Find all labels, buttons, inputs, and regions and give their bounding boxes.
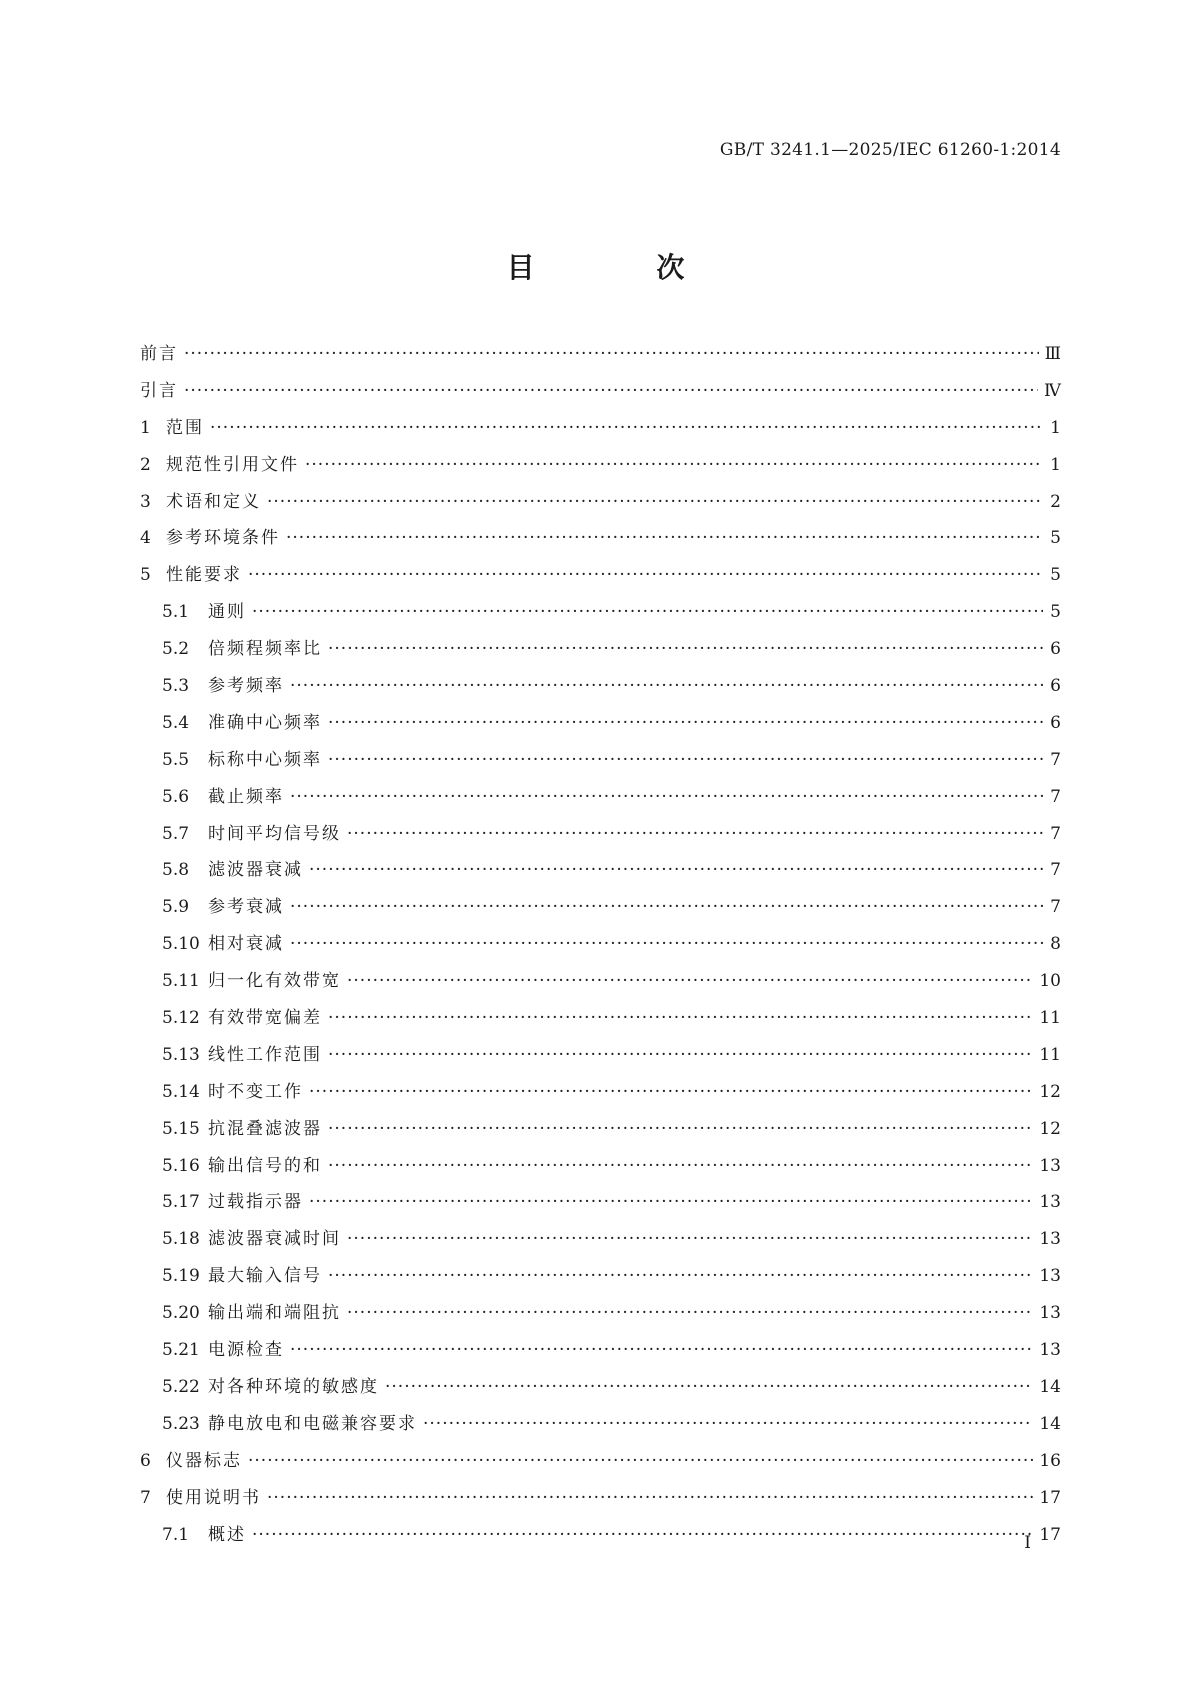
toc-entry-page: 1 (1050, 417, 1061, 438)
toc-entry-label: 时间平均信号级 (208, 823, 341, 844)
toc-entry-label: 标称中心频率 (208, 749, 322, 770)
toc-entry-page: 13 (1039, 1155, 1061, 1176)
toc-entry[interactable] (140, 889, 1061, 926)
toc-entry-page: 1 (1050, 454, 1061, 475)
toc-entry[interactable] (140, 631, 1061, 668)
toc-entry[interactable] (140, 963, 1061, 1000)
toc-entry-label: 过载指示器 (208, 1192, 303, 1213)
toc-entry-number: 5.11 (162, 971, 200, 992)
toc-entry[interactable] (140, 816, 1061, 853)
page-title: 目 次 (506, 251, 741, 284)
toc-entry-page: 6 (1050, 639, 1061, 660)
toc-entry-label: 仪器标志 (166, 1450, 242, 1471)
toc-entry-number: 5 (140, 565, 151, 586)
toc-entry-number: 4 (140, 528, 151, 549)
toc-entry-page: 11 (1039, 1044, 1061, 1065)
toc-entry-number: 7 (140, 1487, 151, 1508)
toc-entry-label: 输出端和端阻抗 (208, 1303, 341, 1324)
toc-leader-dots (328, 1111, 1033, 1148)
standard-code: GB/T 3241.1—2025/IEC 61260-1:2014 (719, 140, 1061, 160)
toc-entry-label: 概述 (208, 1524, 246, 1545)
toc-entry-page: 5 (1050, 602, 1061, 623)
toc-entry-page: 5 (1050, 528, 1061, 549)
toc-entry-page: 16 (1039, 1450, 1061, 1471)
toc-entry-page: 13 (1039, 1266, 1061, 1287)
toc-leader-dots (210, 410, 1043, 447)
footer-page-number: I (1024, 1533, 1031, 1553)
toc-entry-number: 5.4 (162, 712, 190, 733)
toc-leader-dots (328, 631, 1043, 668)
toc-entry-page: 13 (1039, 1229, 1061, 1250)
toc-entry-page: 5 (1050, 565, 1061, 586)
toc-entry-number: 2 (140, 454, 151, 475)
toc-entry-label: 静电放电和电磁兼容要求 (208, 1413, 417, 1434)
toc-leader-dots (184, 373, 1038, 410)
toc-entry-page: 13 (1039, 1192, 1061, 1213)
toc-entry-label: 范围 (166, 417, 204, 438)
toc-entry-page: 7 (1050, 897, 1061, 918)
toc-leader-dots (290, 668, 1043, 705)
toc-entry[interactable] (140, 1258, 1061, 1295)
toc-entry-page: 14 (1039, 1413, 1061, 1434)
toc-leader-dots (267, 1480, 1033, 1517)
toc-entry-label: 前言 (140, 344, 178, 364)
toc-entry-page: 17 (1039, 1524, 1061, 1545)
toc-entry-number: 5.16 (162, 1155, 200, 1176)
toc-leader-dots (309, 1184, 1033, 1221)
toc-entry-label: 使用说明书 (166, 1487, 261, 1508)
toc-leader-dots (252, 1517, 1033, 1554)
toc-leader-dots (328, 1037, 1033, 1074)
toc-entry-label: 规范性引用文件 (166, 454, 299, 475)
toc-entry-label: 归一化有效带宽 (208, 971, 341, 992)
toc-leader-dots (290, 926, 1043, 963)
toc-entry-page: 7 (1050, 749, 1061, 770)
toc-leader-dots (347, 1221, 1033, 1258)
toc-entry-label: 参考衰减 (208, 897, 284, 918)
toc-leader-dots (423, 1406, 1033, 1443)
toc-entry-page: 6 (1050, 712, 1061, 733)
toc-entry[interactable] (140, 336, 1061, 373)
toc-leader-dots (286, 520, 1043, 557)
toc-entry[interactable] (140, 852, 1061, 889)
toc-entry-label: 输出信号的和 (208, 1155, 322, 1176)
toc-entry-page: 17 (1039, 1487, 1061, 1508)
toc-leader-dots (328, 1000, 1033, 1037)
toc-leader-dots (305, 447, 1043, 484)
toc-entry-page: 10 (1039, 971, 1061, 992)
toc-entry-number: 5.20 (162, 1303, 200, 1324)
toc-entry-label: 时不变工作 (208, 1081, 303, 1102)
toc-entry-label: 有效带宽偏差 (208, 1008, 322, 1029)
toc-leader-dots (184, 336, 1039, 373)
toc-entry-label: 参考环境条件 (166, 528, 280, 549)
toc-entry-number: 5.10 (162, 934, 200, 955)
toc-entry-number: 5.22 (162, 1376, 200, 1397)
toc-leader-dots (290, 1332, 1033, 1369)
toc-leader-dots (328, 1148, 1033, 1185)
toc-entry[interactable] (140, 1221, 1061, 1258)
toc-leader-dots (248, 1443, 1033, 1480)
toc-entry-page: 7 (1050, 860, 1061, 881)
toc-leader-dots (347, 816, 1043, 853)
toc-entry-page: 13 (1039, 1303, 1061, 1324)
toc-entry[interactable] (140, 1332, 1061, 1369)
toc-entry[interactable] (140, 1406, 1061, 1443)
toc-entry-page: 14 (1039, 1376, 1061, 1397)
toc-entry-number: 3 (140, 491, 151, 512)
toc-leader-dots (347, 963, 1033, 1000)
toc-leader-dots (328, 742, 1043, 779)
toc-entry-page: Ⅳ (1044, 380, 1061, 401)
toc-entry-number: 5.5 (162, 749, 190, 770)
toc-leader-dots (309, 1074, 1033, 1111)
toc-entry-label: 电源检查 (208, 1340, 284, 1361)
toc-entry-number: 5.15 (162, 1118, 200, 1139)
toc-entry[interactable] (140, 447, 1061, 484)
toc-entry-number: 5.7 (162, 823, 190, 844)
toc-entry-label: 术语和定义 (166, 491, 261, 512)
toc-entry-number: 6 (140, 1450, 151, 1471)
toc-entry-label: 参考频率 (208, 676, 284, 697)
toc-entry-page: 7 (1050, 786, 1061, 807)
toc-entry-number: 5.12 (162, 1008, 200, 1029)
toc-entry-label: 抗混叠滤波器 (208, 1118, 322, 1139)
toc-entry-number: 5.2 (162, 639, 190, 660)
toc-entry[interactable] (140, 1037, 1061, 1074)
toc-leader-dots (248, 557, 1043, 594)
toc-entry-label: 引言 (140, 380, 178, 401)
toc-entry-label: 通则 (208, 602, 246, 623)
toc-entry-page: 8 (1050, 934, 1061, 955)
toc-entry-number: 5.18 (162, 1229, 200, 1250)
toc-entry-number: 5.14 (162, 1081, 200, 1102)
toc-entry[interactable] (140, 484, 1061, 521)
toc-entry[interactable] (140, 926, 1061, 963)
toc-entry[interactable] (140, 1480, 1061, 1517)
toc-entry-label: 截止频率 (208, 786, 284, 807)
table-of-contents (140, 336, 1061, 1553)
toc-entry-number: 5.13 (162, 1044, 200, 1065)
toc-entry[interactable] (140, 1148, 1061, 1185)
toc-entry[interactable] (140, 1295, 1061, 1332)
toc-entry-page: 6 (1050, 676, 1061, 697)
toc-entry[interactable] (140, 1111, 1061, 1148)
toc-entry[interactable] (140, 1517, 1061, 1554)
toc-entry-page: 13 (1039, 1340, 1061, 1361)
toc-entry[interactable] (140, 668, 1061, 705)
toc-leader-dots (385, 1369, 1033, 1406)
toc-entry-label: 准确中心频率 (208, 712, 322, 733)
toc-entry-number: 1 (140, 417, 151, 438)
toc-entry[interactable] (140, 1443, 1061, 1480)
toc-entry-number: 5.23 (162, 1413, 200, 1434)
toc-leader-dots (328, 1258, 1033, 1295)
toc-entry-page: 7 (1050, 823, 1061, 844)
toc-entry-number: 5.9 (162, 897, 190, 918)
toc-entry[interactable] (140, 373, 1061, 410)
toc-entry-number: 5.3 (162, 676, 190, 697)
toc-entry-page: Ⅲ (1044, 344, 1061, 364)
toc-leader-dots (309, 852, 1043, 889)
toc-leader-dots (328, 705, 1043, 742)
toc-entry-number: 5.1 (162, 602, 190, 623)
toc-entry[interactable] (140, 594, 1061, 631)
toc-entry-number: 5.6 (162, 786, 190, 807)
toc-entry-page: 11 (1039, 1008, 1061, 1029)
toc-entry[interactable] (140, 705, 1061, 742)
toc-entry-label: 相对衰减 (208, 934, 284, 955)
toc-entry[interactable] (140, 520, 1061, 557)
toc-entry[interactable] (140, 557, 1061, 594)
toc-leader-dots (347, 1295, 1033, 1332)
toc-entry-number: 5.21 (162, 1340, 200, 1361)
toc-entry-label: 倍频程频率比 (208, 639, 322, 660)
toc-entry-page: 12 (1039, 1081, 1061, 1102)
toc-entry-label: 性能要求 (166, 565, 242, 586)
toc-entry-label: 线性工作范围 (208, 1044, 322, 1065)
toc-entry-label: 最大输入信号 (208, 1266, 322, 1287)
toc-entry-number: 5.17 (162, 1192, 200, 1213)
toc-entry-number: 7.1 (162, 1524, 190, 1545)
toc-entry-number: 5.8 (162, 860, 190, 881)
toc-entry-label: 滤波器衰减 (208, 860, 303, 881)
toc-entry[interactable] (140, 1369, 1061, 1406)
toc-entry[interactable] (140, 742, 1061, 779)
toc-entry-page: 2 (1050, 491, 1061, 512)
toc-entry-page: 12 (1039, 1118, 1061, 1139)
toc-entry-number: 5.19 (162, 1266, 200, 1287)
toc-entry-label: 滤波器衰减时间 (208, 1229, 341, 1250)
toc-entry[interactable] (140, 779, 1061, 816)
toc-leader-dots (252, 594, 1043, 631)
toc-leader-dots (290, 779, 1043, 816)
toc-entry[interactable] (140, 1000, 1061, 1037)
toc-leader-dots (290, 889, 1043, 926)
toc-entry[interactable] (140, 410, 1061, 447)
toc-entry[interactable] (140, 1074, 1061, 1111)
toc-entry[interactable] (140, 1184, 1061, 1221)
toc-entry-label: 对各种环境的敏感度 (208, 1376, 379, 1397)
toc-leader-dots (267, 484, 1043, 521)
